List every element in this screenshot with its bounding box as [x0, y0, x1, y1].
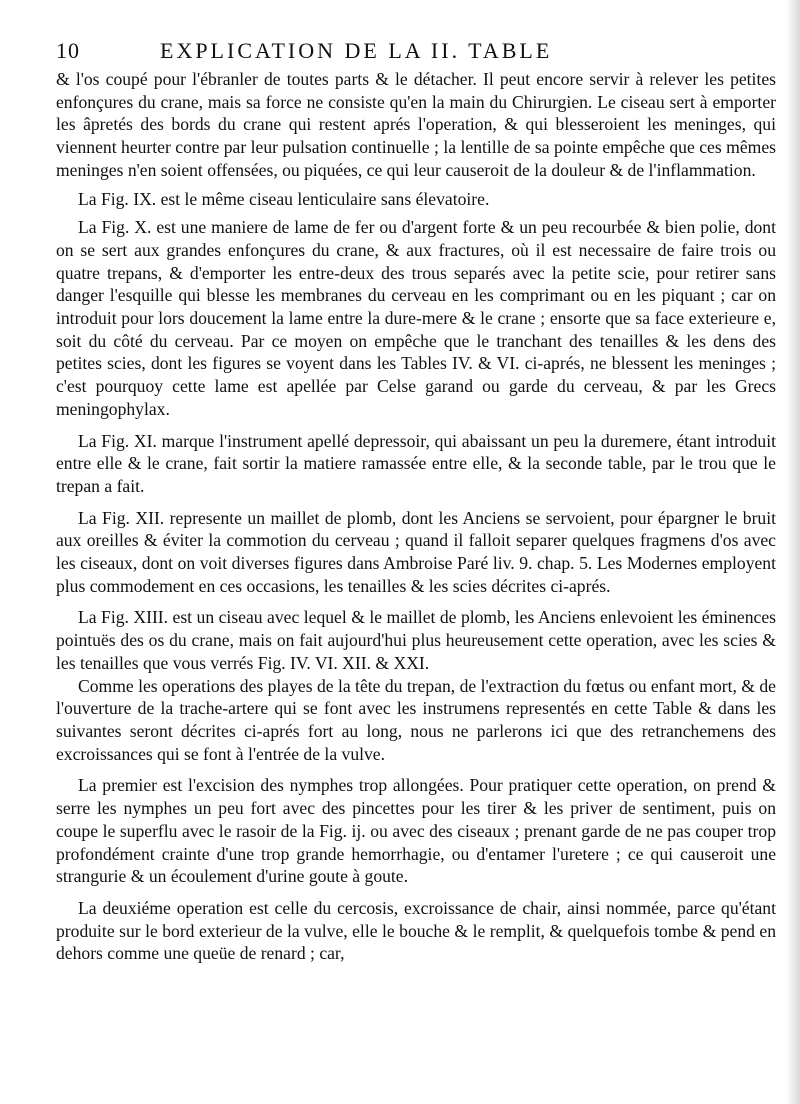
paragraph-fig-xi: La Fig. XI. marque l'instrument apellé depressoir, qui abaissant un peu la duremere, étant introduit entre elle & le crane, fait sortir la matiere ramassée entre elle, & la seconde table, par le trou que le trepan a fait.	[56, 430, 776, 496]
page-header	[56, 38, 776, 68]
paragraph-operations: Comme les operations des playes de la tête du trepan, de l'extraction du fœtus ou enfant mort, & de l'ouverture de la trache-artere qui se font avec les instrumens representés en cette Table & dans les suivantes seront décrites ci-aprés fort au long, nous ne parlerons ici que des retranchemens des excroissances qui se font à l'entrée de la vulve.	[56, 675, 776, 764]
paragraph-nymphes: La premier est l'excision des nymphes trop allongées. Pour pratiquer cette operation, on prend & serre les nymphes un peu fort avec des pincettes pour les tirer & les priver de sentiment, puis on coupe le superflu avec le rasoir de la Fig. ij. ou avec des ciseaux ; prenant garde de ne pas couper trop profondément crainte d'une trop grande hemorrhagie, ou d'entamer l'uretere ; ce qui causeroit une strangurie & un écoulement d'urine goute à goute.	[56, 775, 776, 887]
paragraph-fig-ix: La Fig. IX. est le même ciseau lenticulaire sans élevatoire.	[78, 188, 490, 209]
paragraph-cercosis: La deuxiéme operation est celle du cercosis, excroissance de chair, ainsi nommée, parce qu'étant produite sur le bord exterieur de la vulve, elle le bouche & le remplit, & quelquefois tombe & pend en dehors comme une queüe de renard ; car,	[56, 897, 776, 964]
paragraph-fig-xiii: La Fig. XIII. est un ciseau avec lequel & le maillet de plomb, les Anciens enlevoient les éminences pointuës des os du crane, mais on fait aujourd'hui plus heureusement cette operation, avec les scies & les tenailles que vous verrés Fig. IV. VI. XII. & XXI.	[56, 607, 776, 673]
body-text	[56, 68, 776, 965]
page	[56, 38, 776, 965]
page-number: 10	[56, 38, 80, 63]
paragraph-continuation: & l'os coupé pour l'ébranler de toutes parts & le détacher. Il peut encore servir à relever les petites enfonçures du crane, mais sa force ne consiste qu'en la main du Chirurgien. Le ciseau sert à emporter les âpretés des bords du crane qui restent aprés l'operation, & qui blesseroient les meninges, qui viennent heurter contre par leur pulsation continuelle ; la lentille de sa pointe empêche que ces mêmes meninges n'en soient offensées, ou piquées, ce qui leur causeroit de la douleur & de l'inflammation.	[56, 69, 776, 180]
page-edge	[786, 0, 800, 1104]
running-title: EXPLICATION DE LA II. TABLE	[160, 38, 553, 63]
paragraph-fig-xii: La Fig. XII. represente un maillet de plomb, dont les Anciens se servoient, pour épargner le bruit aux oreilles & éviter la commotion du cerveau ; quand il falloit separer quelques fragmens d'os avec les ciseaux, dont on voit diverses figures dans Ambroise Paré liv. 9. chap. 5. Les Modernes employent plus commodement en ces occasions, les tenailles & les scies décrites ci-aprés.	[56, 507, 776, 596]
paragraph-fig-x: La Fig. X. est une maniere de lame de fer ou d'argent forte & un peu recourbée & bien polie, dont on se sert aux grandes enfonçures du crane, & aux fractures, où il est necessaire de faire trois ou quatre trepans, & d'emporter les entre-deux des trous separés avec la petite scie, pour retirer sans danger l'esquille qui blesse les membranes du cerveau en les comprimant ou en les piquant ; car on introduit pour lors doucement la lame entre la dure-mere & le crane ; ensorte que sa face exterieure e, soit du côté du cerveau. Par ce moyen on empêche que le tranchant des tenailles & les dens des petites scies, dont les figures se voyent dans les Tables IV. & VI. ci-aprés, ne blessent les meninges ; c'est pourquoy cette lame est apellée par Celse garand ou garde du cerveau, & par les Grecs meningophylax.	[56, 217, 776, 419]
